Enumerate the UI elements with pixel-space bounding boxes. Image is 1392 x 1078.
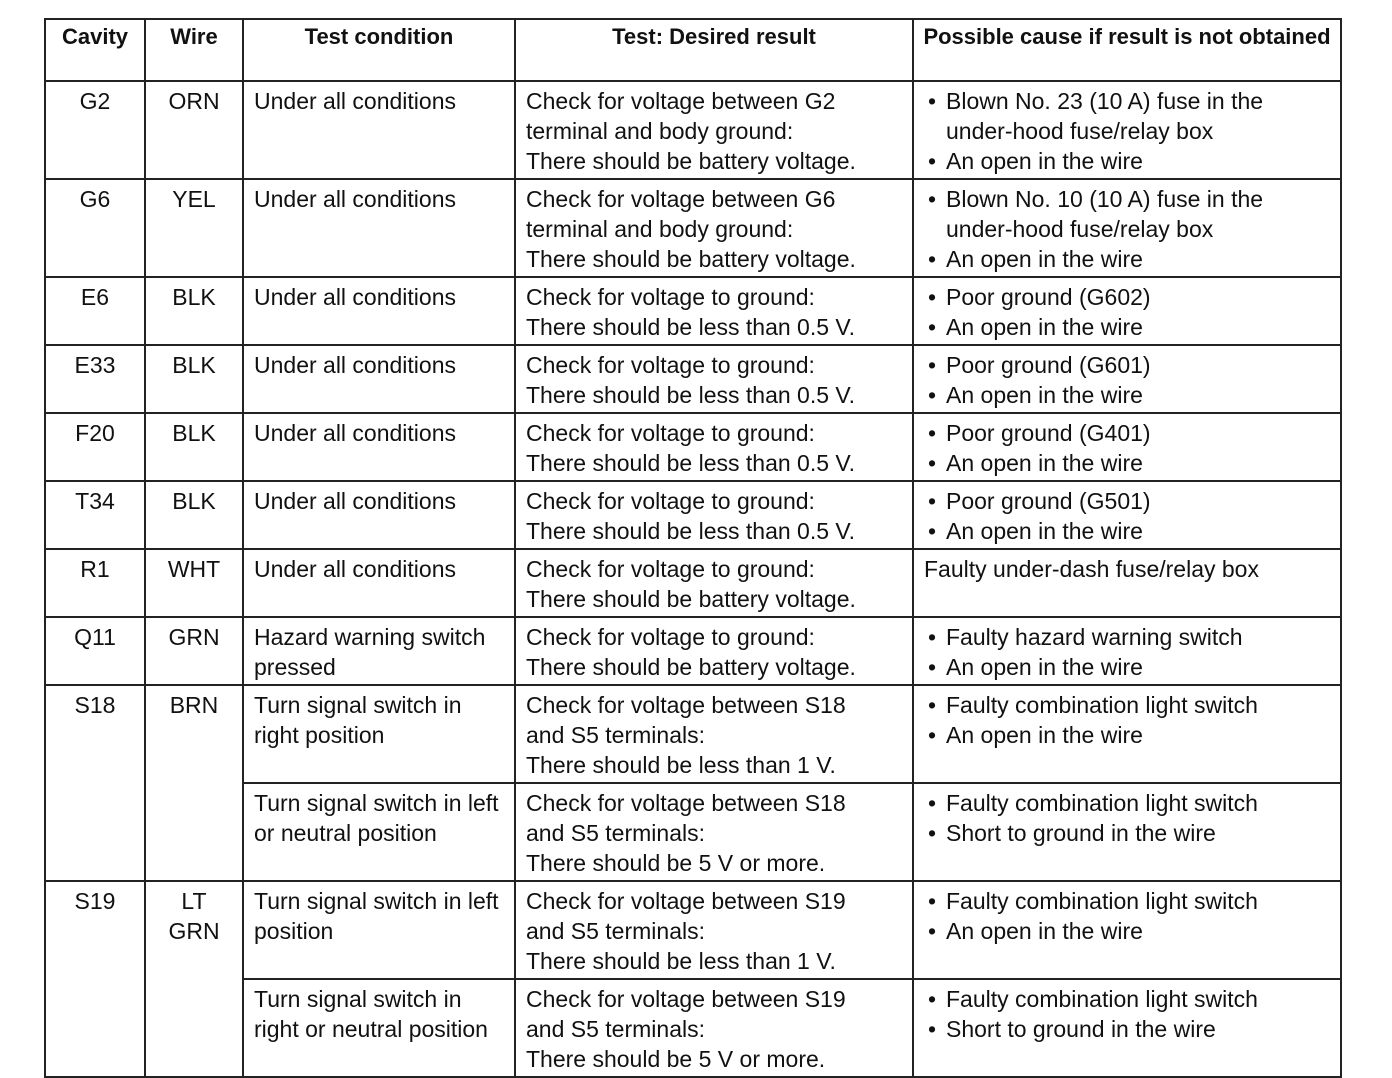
- result-line: and S5 terminals:: [526, 722, 705, 748]
- cause-item: • Faulty combination light switch: [924, 690, 1332, 720]
- result-line: There should be battery voltage.: [526, 148, 856, 174]
- wire-cell: ORN: [145, 81, 243, 179]
- condition-cell: Turn signal switch in right or neutral position: [243, 979, 515, 1077]
- result-cell: [515, 345, 913, 413]
- result-cell: [515, 617, 913, 685]
- result-line: Check for voltage to ground:: [526, 624, 815, 650]
- result-cell: [515, 179, 913, 277]
- cavity-cell: G6: [45, 179, 145, 277]
- cavity-cell: T34: [45, 481, 145, 549]
- cause-cell: [913, 783, 1341, 881]
- condition-cell: Under all conditions: [243, 481, 515, 549]
- cause-item: • An open in the wire: [924, 916, 1332, 946]
- condition-cell: Turn signal switch in left position: [243, 881, 515, 979]
- result-cell: [515, 81, 913, 179]
- cause-cell: [913, 617, 1341, 685]
- cause-cell: [913, 81, 1341, 179]
- table-row: [45, 617, 1341, 685]
- result-line: Check for voltage to ground:: [526, 352, 815, 378]
- cause-item: • An open in the wire: [924, 312, 1332, 342]
- table-row: [45, 413, 1341, 481]
- condition-cell: Hazard warning switch pressed: [243, 617, 515, 685]
- wire-cell: BLK: [145, 481, 243, 549]
- cause-item: • An open in the wire: [924, 652, 1332, 682]
- result-line: Check for voltage between S18: [526, 692, 846, 718]
- header-row: [45, 19, 1341, 81]
- result-line: There should be battery voltage.: [526, 654, 856, 680]
- result-line: There should be less than 1 V.: [526, 752, 836, 778]
- result-cell: [515, 413, 913, 481]
- table-row: [45, 881, 1341, 979]
- condition-cell: Under all conditions: [243, 81, 515, 179]
- table-wrapper: [44, 18, 1340, 1078]
- cause-cell: Faulty under-dash fuse/relay box: [913, 549, 1341, 617]
- header-wire: Wire: [145, 19, 243, 81]
- cause-item: • Poor ground (G401): [924, 418, 1332, 448]
- condition-cell: Turn signal switch in right position: [243, 685, 515, 783]
- cause-cell: [913, 685, 1341, 783]
- result-line: terminal and body ground:: [526, 118, 794, 144]
- result-line: Check for voltage to ground:: [526, 420, 815, 446]
- result-cell: [515, 881, 913, 979]
- cavity-cell: Q11: [45, 617, 145, 685]
- condition-cell: Turn signal switch in left or neutral position: [243, 783, 515, 881]
- result-line: There should be battery voltage.: [526, 246, 856, 272]
- result-line: Check for voltage to ground:: [526, 488, 815, 514]
- cause-cell: [913, 481, 1341, 549]
- result-cell: [515, 481, 913, 549]
- cause-cell: [913, 345, 1341, 413]
- wire-line: GRN: [168, 918, 220, 944]
- result-line: and S5 terminals:: [526, 1016, 705, 1042]
- header-desired-result: Test: Desired result: [515, 19, 913, 81]
- cause-cell: [913, 413, 1341, 481]
- condition-cell: Under all conditions: [243, 179, 515, 277]
- header-possible-cause: Possible cause if result is not obtained: [913, 19, 1341, 81]
- cause-cell: [913, 179, 1341, 277]
- result-line: There should be less than 0.5 V.: [526, 314, 856, 340]
- result-line: There should be 5 V or more.: [526, 850, 826, 876]
- header-test-condition: Test condition: [243, 19, 515, 81]
- wire-cell: BLK: [145, 277, 243, 345]
- result-line: and S5 terminals:: [526, 820, 705, 846]
- result-cell: [515, 685, 913, 783]
- table-row: [45, 81, 1341, 179]
- cause-item: • Short to ground in the wire: [924, 818, 1332, 848]
- cause-cell: [913, 979, 1341, 1077]
- cause-item: • An open in the wire: [924, 146, 1332, 176]
- wire-cell: [145, 881, 243, 1077]
- result-line: Check for voltage to ground:: [526, 284, 815, 310]
- result-cell: [515, 549, 913, 617]
- result-cell: [515, 979, 913, 1077]
- cavity-cell: S18: [45, 685, 145, 881]
- result-line: Check for voltage between S19: [526, 986, 846, 1012]
- cavity-cell: G2: [45, 81, 145, 179]
- cause-item: • Short to ground in the wire: [924, 1014, 1332, 1044]
- wire-cell: BRN: [145, 685, 243, 881]
- wire-line: LT: [181, 888, 207, 914]
- table-row: [45, 277, 1341, 345]
- result-line: There should be less than 0.5 V.: [526, 518, 856, 544]
- result-line: There should be less than 0.5 V.: [526, 382, 856, 408]
- result-line: Check for voltage between S19: [526, 888, 846, 914]
- condition-cell: Under all conditions: [243, 549, 515, 617]
- result-line: There should be battery voltage.: [526, 586, 856, 612]
- table-row: [45, 481, 1341, 549]
- cavity-cell: F20: [45, 413, 145, 481]
- result-cell: [515, 783, 913, 881]
- cause-item: • Faulty combination light switch: [924, 788, 1332, 818]
- table-row: [45, 179, 1341, 277]
- result-line: Check for voltage to ground:: [526, 556, 815, 582]
- cause-item: • An open in the wire: [924, 380, 1332, 410]
- wire-cell: WHT: [145, 549, 243, 617]
- cause-item: • Poor ground (G501): [924, 486, 1332, 516]
- result-line: There should be 5 V or more.: [526, 1046, 826, 1072]
- result-line: There should be less than 0.5 V.: [526, 450, 856, 476]
- cause-item: • Faulty hazard warning switch: [924, 622, 1332, 652]
- cause-item: • An open in the wire: [924, 720, 1332, 750]
- cause-item: • An open in the wire: [924, 516, 1332, 546]
- cause-cell: [913, 277, 1341, 345]
- result-line: and S5 terminals:: [526, 918, 705, 944]
- diagnostic-table: [44, 18, 1342, 1078]
- condition-cell: Under all conditions: [243, 345, 515, 413]
- table-row: [45, 549, 1341, 617]
- cavity-cell: E6: [45, 277, 145, 345]
- header-cavity: Cavity: [45, 19, 145, 81]
- result-line: terminal and body ground:: [526, 216, 794, 242]
- result-line: Check for voltage between S18: [526, 790, 846, 816]
- wire-cell: BLK: [145, 345, 243, 413]
- result-cell: [515, 277, 913, 345]
- table-row: [45, 685, 1341, 783]
- wire-cell: GRN: [145, 617, 243, 685]
- result-line: There should be less than 1 V.: [526, 948, 836, 974]
- cause-cell: [913, 881, 1341, 979]
- condition-cell: Under all conditions: [243, 413, 515, 481]
- cavity-cell: R1: [45, 549, 145, 617]
- condition-cell: Under all conditions: [243, 277, 515, 345]
- cause-item: • Poor ground (G602): [924, 282, 1332, 312]
- cause-item: • Faulty combination light switch: [924, 984, 1332, 1014]
- cause-item: • An open in the wire: [924, 244, 1332, 274]
- cause-item: • Blown No. 10 (10 A) fuse in the under-hood fuse/relay box: [924, 184, 1332, 244]
- cause-item: • Faulty combination light switch: [924, 886, 1332, 916]
- result-line: Check for voltage between G2: [526, 88, 836, 114]
- cause-item: • Poor ground (G601): [924, 350, 1332, 380]
- wire-cell: YEL: [145, 179, 243, 277]
- wire-cell: BLK: [145, 413, 243, 481]
- cause-item: • Blown No. 23 (10 A) fuse in the under-hood fuse/relay box: [924, 86, 1332, 146]
- cavity-cell: S19: [45, 881, 145, 1077]
- result-line: Check for voltage between G6: [526, 186, 836, 212]
- table-row: [45, 345, 1341, 413]
- cavity-cell: E33: [45, 345, 145, 413]
- cause-item: • An open in the wire: [924, 448, 1332, 478]
